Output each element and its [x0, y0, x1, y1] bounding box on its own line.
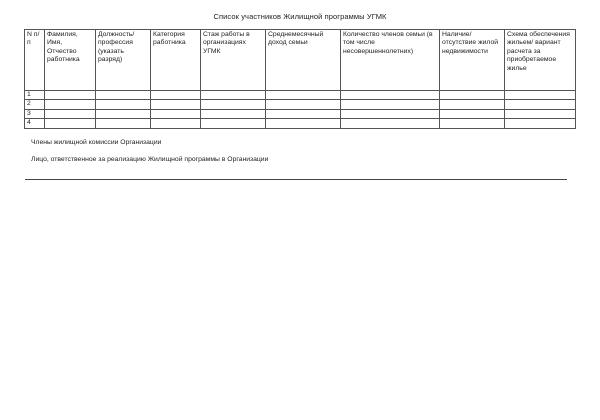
table-row [25, 100, 576, 109]
table-cell [341, 100, 440, 109]
column-header-family-members: Количество членов семьи (в том числе несовершеннолетних) [341, 30, 440, 91]
column-header-category: Категория работника [151, 30, 201, 91]
table-cell [505, 109, 576, 118]
table-cell [96, 109, 151, 118]
row-number: 4 [25, 119, 45, 128]
table-cell [341, 109, 440, 118]
table-cell [151, 119, 201, 128]
row-number: 2 [25, 100, 45, 109]
table-cell [45, 91, 96, 100]
table-cell [201, 109, 266, 118]
table-cell [151, 91, 201, 100]
table-cell [201, 119, 266, 128]
column-header-work-experience: Стаж работы в организациях УГМК [201, 30, 266, 91]
column-header-position: Должность/ профессия (указать разряд) [96, 30, 151, 91]
table-cell [266, 119, 341, 128]
table-cell [45, 100, 96, 109]
column-header-housing-scheme: Схема обеспечения жильем/ вариант расчета за приобретаемое жилье [505, 30, 576, 91]
column-header-housing: Наличие/ отсутствие жилой недвижимости [440, 30, 505, 91]
table-row [25, 91, 576, 100]
table-cell [440, 119, 505, 128]
column-header-number: N п/п [25, 30, 45, 91]
table-cell [96, 91, 151, 100]
participants-table [24, 29, 576, 129]
row-number: 3 [25, 109, 45, 118]
table-cell [201, 91, 266, 100]
row-number: 1 [25, 91, 45, 100]
table-cell [96, 119, 151, 128]
table-cell [266, 109, 341, 118]
table-cell [201, 100, 266, 109]
table-cell [96, 100, 151, 109]
table-cell [151, 100, 201, 109]
column-header-family-income: Среднемесячный доход семьи [266, 30, 341, 91]
table-cell [440, 109, 505, 118]
column-header-full-name: Фамилия, Имя, Отчество работника [45, 30, 96, 91]
table-cell [341, 91, 440, 100]
signature-line [25, 179, 567, 180]
table-cell [505, 100, 576, 109]
table-cell [440, 91, 505, 100]
document-title: Список участников Жилищной программы УГМК [213, 12, 387, 21]
table-cell [440, 100, 505, 109]
table-header-row [25, 30, 576, 91]
table-row [25, 119, 576, 128]
table-cell [341, 119, 440, 128]
commission-members-label: Члены жилищной комиссии Организации [31, 139, 162, 146]
table-row [25, 109, 576, 118]
table-cell [45, 119, 96, 128]
table-cell [45, 109, 96, 118]
table-cell [266, 91, 341, 100]
table-cell [266, 100, 341, 109]
responsible-person-label: Лицо, ответственное за реализацию Жилищной программы в Организации [31, 156, 269, 163]
table-cell [505, 91, 576, 100]
table-cell [151, 109, 201, 118]
table-cell [505, 119, 576, 128]
